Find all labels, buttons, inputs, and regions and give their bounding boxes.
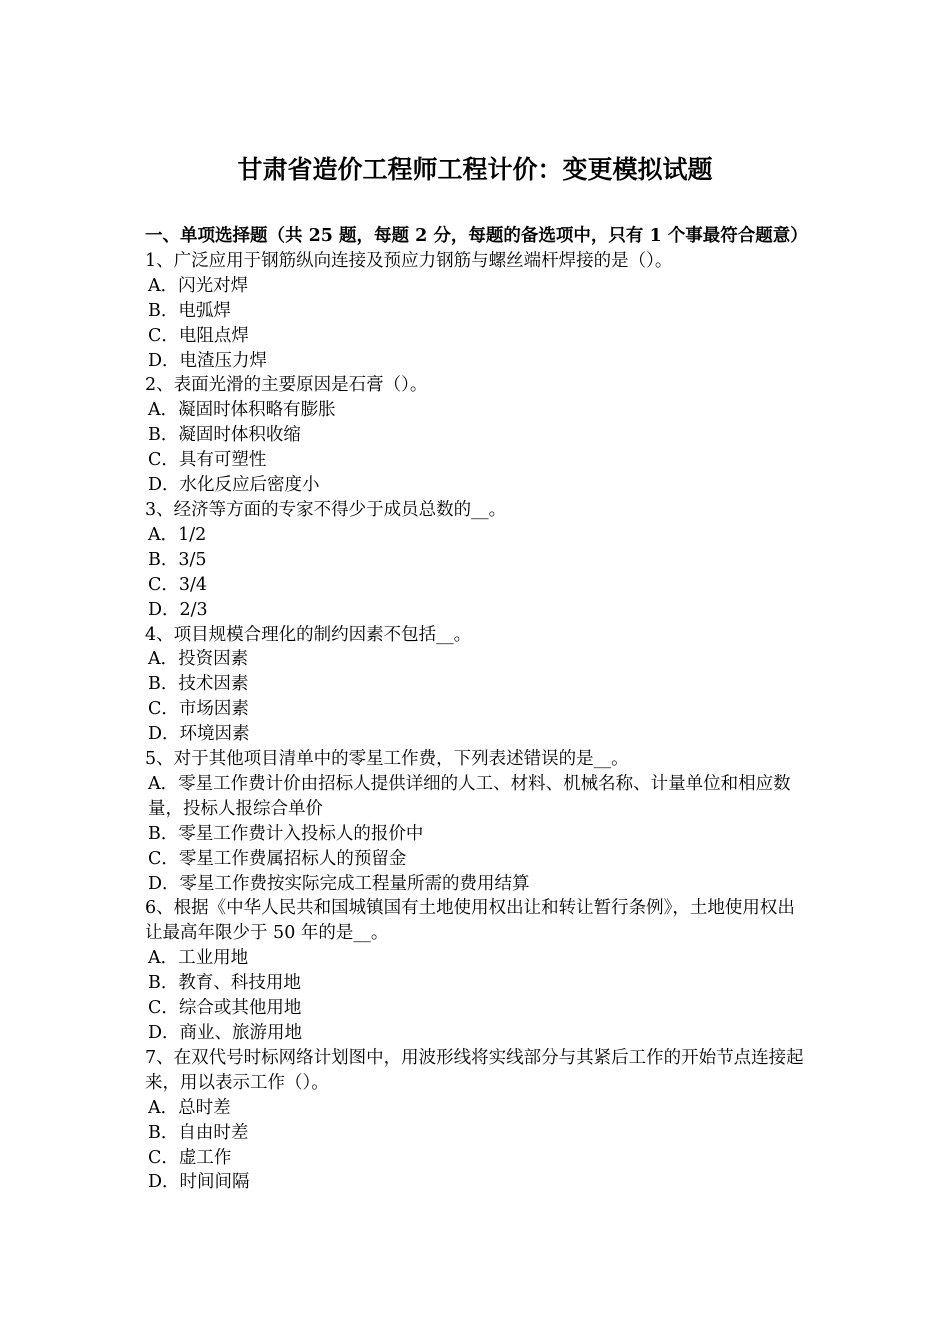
document-title: 甘肃省造价工程师工程计价：变更模拟试题	[237, 155, 713, 184]
section-heading: 一、单项选择题（共 25 题，每题 2 分，每题的备选项中，只有 1 个事最符合题意）	[145, 226, 808, 246]
option-b: B．零星工作费计入投标人的报价中	[148, 823, 424, 844]
option-d: D．零星工作费按实际完成工程量所需的费用结算	[148, 873, 530, 894]
option-b: B．凝固时体积收缩	[148, 425, 301, 446]
option-a: A．闪光对焊	[148, 275, 249, 296]
option-a: A．总时差	[148, 1097, 231, 1118]
document-body	[145, 224, 810, 1195]
option-b: B．3/5	[148, 549, 207, 570]
question-3	[145, 498, 810, 623]
option-b: B．技术因素	[148, 674, 249, 695]
option-c: C．虚工作	[148, 1147, 232, 1168]
question-stem: 4、项目规模合理化的制约因素不包括__。	[145, 624, 472, 645]
option-a: A．工业用地	[148, 948, 249, 969]
option-d: D．水化反应后密度小	[148, 475, 320, 496]
question-6	[145, 896, 810, 1045]
option-d: D．电渣压力焊	[148, 350, 268, 371]
option-d: D．2/3	[148, 599, 208, 620]
question-stem: 3、经济等方面的专家不得少于成员总数的__。	[145, 499, 507, 520]
question-stem: 5、对于其他项目清单中的零星工作费，下列表述错误的是__。	[145, 749, 629, 770]
option-c: C．综合或其他用地	[148, 998, 302, 1019]
question-stem: 1、广泛应用于钢筋纵向连接及预应力钢筋与螺丝端杆焊接的是（）。	[145, 250, 673, 271]
option-d: D．商业、旅游用地	[148, 1023, 303, 1043]
question-1	[145, 249, 810, 374]
option-d: D．时间间隔	[148, 1172, 250, 1193]
option-a: A．1/2	[148, 524, 207, 545]
question-4	[145, 623, 810, 748]
option-d: D．环境因素	[148, 724, 250, 745]
question-stem: 2、表面光滑的主要原因是石膏（）。	[145, 375, 428, 396]
option-a: A．凝固时体积略有膨胀	[148, 400, 336, 421]
option-b: B．教育、科技用地	[148, 973, 301, 994]
option-a: A．投资因素	[148, 649, 249, 670]
question-stem: 6、根据《中华人民共和国城镇国有土地使用权出让和转让暂行条例》，土地使用权出让最高年限少于 50 年的是__。	[145, 898, 795, 944]
question-stem: 7、在双代号时标网络计划图中，用波形线将实线部分与其紧后工作的开始节点连接起来，用以表示工作（）。	[145, 1047, 804, 1093]
option-c: C．具有可塑性	[148, 450, 267, 471]
option-c: C．市场因素	[148, 699, 249, 720]
option-a: A．零星工作费计价由招标人提供详细的人工、材料、机械名称、计量单位和相应数量，投标人报综合单价	[148, 773, 791, 819]
question-5	[145, 747, 810, 896]
question-2	[145, 373, 810, 498]
option-c: C．零星工作费属招标人的预留金	[148, 848, 407, 869]
question-7	[145, 1046, 810, 1195]
option-c: C．电阻点焊	[148, 325, 249, 346]
option-b: B．自由时差	[148, 1122, 249, 1143]
option-b: B．电弧焊	[148, 300, 231, 321]
option-c: C．3/4	[148, 574, 208, 595]
